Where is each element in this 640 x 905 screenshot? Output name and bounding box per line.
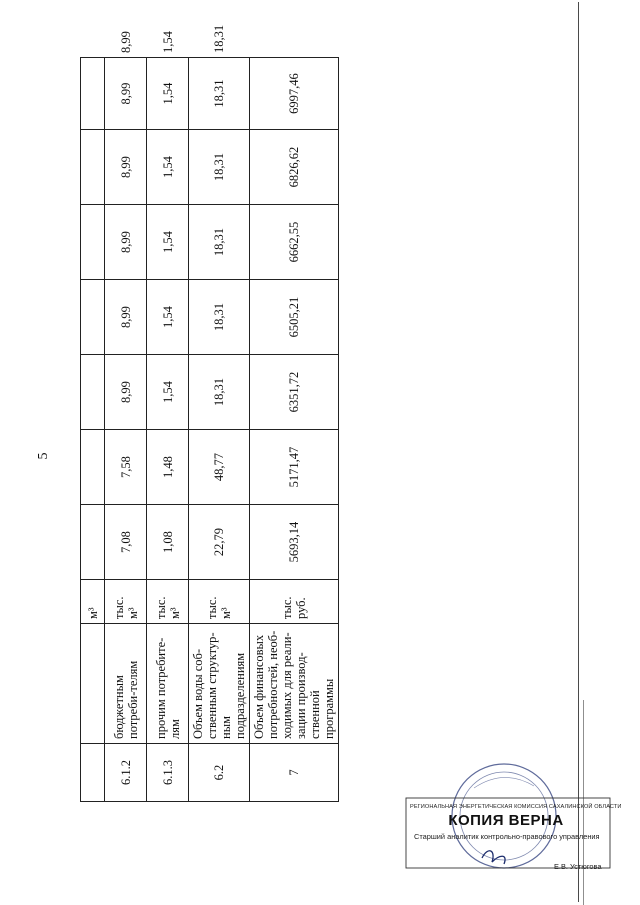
value-cell: 1,54 (147, 355, 189, 430)
value-cell: 22,79 (189, 505, 250, 580)
value-cell: 1,54 (147, 205, 189, 280)
value-cell: 8,99 (105, 130, 147, 205)
row-code: 6.2 (189, 744, 250, 802)
value-cell (81, 505, 105, 580)
value-cell: 8,99 (105, 205, 147, 280)
value-cell: 7,58 (105, 430, 147, 505)
value-cell: 1,08 (147, 505, 189, 580)
data-table (80, 24, 339, 802)
value-cell: 6826,62 (250, 130, 339, 205)
row-unit: тыс. м³ (189, 580, 250, 624)
table-rotor (80, 24, 336, 802)
row-code (81, 744, 105, 802)
value-cell: 6505,21 (250, 280, 339, 355)
page-number: 5 (36, 452, 51, 460)
value-cell (81, 355, 105, 430)
row-code: 6.1.3 (147, 744, 189, 802)
value-cell: 5693,14 (250, 505, 339, 580)
value-cell: 8,99 (105, 280, 147, 355)
row-unit: м³ (81, 580, 105, 624)
stamp-organization: РЕГИОНАЛЬНАЯ ЭНЕРГЕТИЧЕСКАЯ КОМИССИЯ САХАЛИНСКОЙ ОБЛАСТИ (410, 804, 622, 810)
value-cell: 1,54 (147, 130, 189, 205)
value-cell: 7,08 (105, 505, 147, 580)
row-unit: тыс. м³ (147, 580, 189, 624)
table-row: 6.1.3 прочим потребите-лям тыс. м³ 1,08 1,48 1,54 1,54 1,54 1,54 1,54 1,54 (147, 58, 189, 802)
value-cell: 18,31 (189, 205, 250, 280)
value-cell: 18,31 (189, 355, 250, 430)
row-name (81, 624, 105, 744)
value-cell: 18,31 (189, 58, 250, 130)
value-cell: 18,31 (189, 130, 250, 205)
row-unit: тыс. руб. (250, 580, 339, 624)
value-cell: 48,77 (189, 430, 250, 505)
certification-stamp (404, 758, 622, 878)
rotated-table-area (80, 24, 336, 802)
value-cell: 6662,55 (250, 205, 339, 280)
table-row: 6.1.2 бюджетным потреби-телям тыс. м³ 7,08 7,58 8,99 8,99 8,99 8,99 8,99 8,99 (105, 58, 147, 802)
value-cell: 1,54 (147, 58, 189, 130)
value-cell: 8,99 (105, 58, 147, 130)
value-cell (81, 205, 105, 280)
stamp-position: Старший аналитик контрольно-правового управления (414, 832, 600, 841)
row-name: Объем финансовых потребностей, необ-ходимых для реали-зации производ-ственной программы (250, 624, 339, 744)
value-cell (81, 58, 105, 130)
row-name: бюджетным потреби-телям (105, 624, 147, 744)
value-cell (81, 430, 105, 505)
table-row: 6.2 Объем воды соб-ственным структур-ным подразделениям тыс. м³ 22,79 48,77 18,31 18,31 18,31 18,31 18,31 18,31 (189, 58, 250, 802)
value-cell: 6997,46 (250, 58, 339, 130)
value-cell: 6351,72 (250, 355, 339, 430)
value-cell (81, 130, 105, 205)
row-name: прочим потребите-лям (147, 624, 189, 744)
value-cell: 1,48 (147, 430, 189, 505)
value-cell: 5171,47 (250, 430, 339, 505)
table-body (81, 24, 339, 802)
value-cell (81, 280, 105, 355)
row-code: 6.1.2 (105, 744, 147, 802)
row-code: 7 (250, 744, 339, 802)
row-name: Объем воды соб-ственным структур-ным подразделениям (189, 624, 250, 744)
stamp-person: Е.В. Устюгова (554, 862, 602, 871)
value-cell: 1,54 (147, 280, 189, 355)
value-cell: 18,31 (189, 280, 250, 355)
table-row (81, 58, 105, 802)
value-cell: 8,99 (105, 355, 147, 430)
row-unit: тыс. м³ (105, 580, 147, 624)
stamp-title: КОПИЯ ВЕРНА (448, 812, 564, 829)
table-row (250, 58, 339, 802)
